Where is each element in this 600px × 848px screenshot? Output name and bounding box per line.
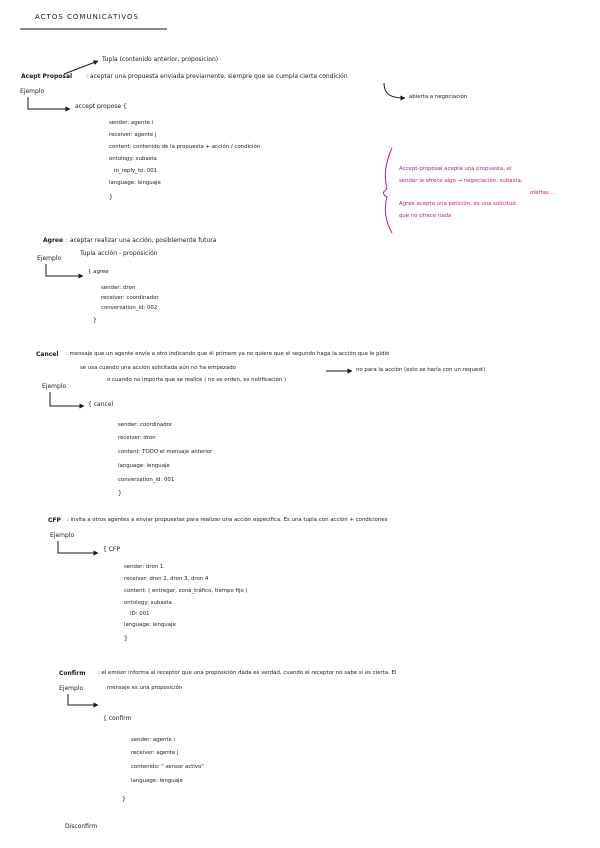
ejemplo-arrow-icon <box>68 694 98 705</box>
margin-note-line-3: ofertas ... <box>530 190 556 196</box>
code-close: } <box>109 194 113 201</box>
code-open: { cancel <box>88 401 114 408</box>
negociacion-arrow-icon <box>384 83 405 98</box>
code-receiver: receiver: dron <box>118 435 156 441</box>
accept-proposal-heading: Acept Proposal <box>21 73 73 80</box>
margin-note-line-5: que no ofrece nada <box>399 213 452 219</box>
code-open: { agree <box>88 269 109 275</box>
cancel-definition-1: : mensaje que un agente envía a otro indicando que él primero ya no quiere que el segundo haga la acción que le pidió <box>66 351 390 357</box>
cancel-definition-2: se usa cuando una acción solicitada aún no ha empezado <box>80 365 236 371</box>
code-sender: sender: agente i <box>131 737 176 743</box>
code-open: { CFP <box>103 546 120 553</box>
code-in-reply-to: in_reply_to: 001 <box>114 168 158 174</box>
margin-bracket-icon <box>384 148 393 233</box>
ejemplo-label: Ejemplo <box>20 88 45 95</box>
accept-proposal-definition: : aceptar una propuesta enviada previamente, siempre que se cumpla cierta condición <box>86 73 348 80</box>
code-sender: sender: coordinador <box>118 422 173 428</box>
code-open: { confirm <box>103 715 132 722</box>
code-receiver: receiver: agente j <box>131 750 179 756</box>
ejemplo-label: Ejemplo <box>37 255 62 262</box>
code-close: } <box>122 796 126 803</box>
code-receiver: receiver: agente j <box>109 132 157 138</box>
code-content: content: contenido de la propuesta + acción / condición <box>109 144 261 150</box>
ejemplo-label: Ejemplo <box>59 685 84 692</box>
ejemplo-arrow-icon <box>28 97 70 109</box>
code-ontology: ontology: subasta <box>124 600 172 606</box>
confirm-definition-2: mensaje es una proposición <box>107 685 183 691</box>
ejemplo-label: Ejemplo <box>42 383 67 390</box>
code-close: } <box>124 635 128 642</box>
agree-tupla: Tupla acción - proposición <box>80 250 158 257</box>
code-content: contenido: " sensor activo" <box>131 764 204 770</box>
code-open: accept propose { <box>75 103 127 110</box>
code-content: content: ( entregar, zona_tráfico, tiempo fijo ) <box>124 588 248 594</box>
code-ontology: ontology: subasta <box>109 156 157 162</box>
confirm-heading: Confirm <box>59 670 86 677</box>
code-conversation: conversation_id: 001 <box>118 477 175 483</box>
agree-heading: Agree <box>43 237 64 244</box>
ejemplo-label: Ejemplo <box>50 532 75 539</box>
code-sender: sender: dron <box>101 285 136 291</box>
code-receiver: receiver: coordinador <box>101 295 159 301</box>
code-sender: sender: agente i <box>109 120 154 126</box>
code-conversation: conversation_id: 002 <box>101 305 158 311</box>
ejemplo-arrow-icon <box>46 264 83 276</box>
cancel-definition-3: o cuando no importa que se realice ( no es orden, es notificación ) <box>107 377 287 383</box>
cancel-heading: Cancel <box>36 351 59 358</box>
code-language: language: lenguaje <box>109 180 161 186</box>
abierta-negociacion-note: abierta a negociación <box>409 94 468 100</box>
code-content: content: TODO el mensaje anterior <box>118 449 213 455</box>
disconfirm-heading: Disconfirm <box>65 823 98 830</box>
cfp-definition: : invita a otros agentes a enviar propuestas para realizar una acción específica. Es una tupla con acción + condiciones <box>67 517 388 523</box>
agree-definition: : aceptar realizar una acción, posiblemente futura <box>66 237 217 244</box>
code-receiver: receiver: dron 2, dron 3, dron 4 <box>124 576 209 582</box>
margin-note-line-4: Agree acepta una petición, es una solicitud <box>399 201 516 207</box>
cancel-arrow-note: no para la acción (esto se haría con un request) <box>356 367 486 373</box>
code-language: language: lenguaje <box>118 463 170 469</box>
confirm-definition-1: : el emisor informa al receptor que una proposición dada es verdad, cuando el receptor no sabe si es cierta. El <box>98 670 397 676</box>
accept-proposal-tupla-note: Tupla (contenido anterior, proposicion) <box>102 56 219 63</box>
code-close: } <box>93 317 97 324</box>
code-language: language: lenguaje <box>124 622 176 628</box>
ejemplo-arrow-icon <box>58 541 98 553</box>
code-language: language: lenguaje <box>131 778 183 784</box>
ejemplo-arrow-icon <box>50 392 84 406</box>
tupla-arrow-icon <box>64 61 98 74</box>
code-id: ID: 001 <box>130 611 150 617</box>
code-close: } <box>118 490 122 497</box>
margin-note-line-2: sender le ofrece algo → negociación, subasta, <box>399 178 523 184</box>
margin-note-line-1: Accept-proposal acepta una propuesta, el <box>399 166 512 172</box>
cfp-heading: CFP <box>48 517 61 524</box>
code-sender: sender: dron 1 <box>124 564 164 570</box>
page-title: ACTOS COMUNICATIVOS <box>35 13 139 21</box>
